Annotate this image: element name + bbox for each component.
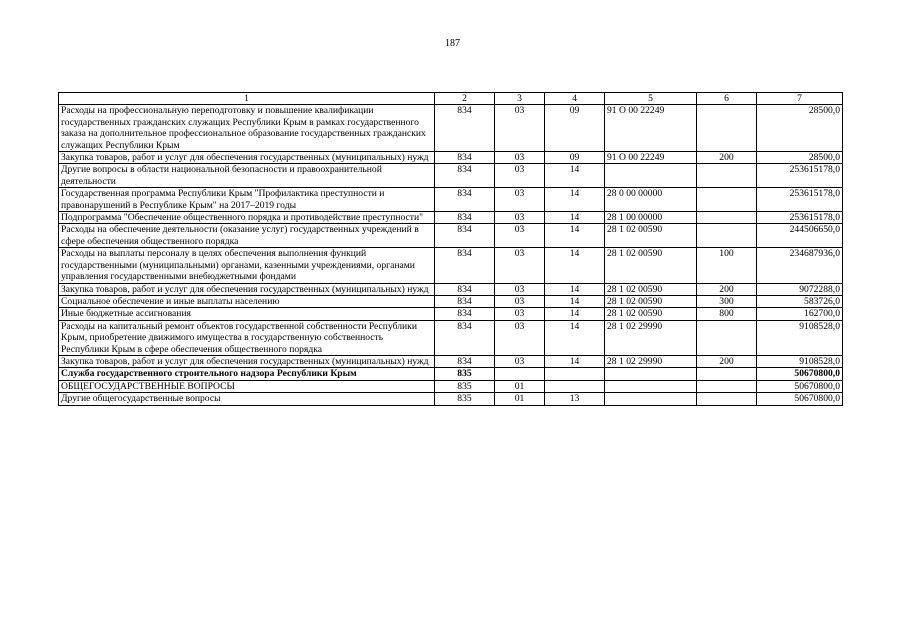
row-subsection-cell: 14 [545,283,605,295]
row-name-cell: ОБЩЕГОСУДАРСТВЕННЫЕ ВОПРОСЫ [59,380,435,392]
table-row [59,164,843,188]
row-expense-type-cell [697,105,757,152]
row-amount-cell: 253615178,0 [757,164,843,188]
row-amount-cell: 50670800,0 [757,393,843,405]
row-amount-cell: 50670800,0 [757,368,843,380]
row-target-code-cell: 91 О 00 22249 [605,152,697,164]
row-expense-type-cell [697,224,757,248]
row-name-cell: Другие вопросы в области национальной безопасности и правоохранительной деятельности [59,164,435,188]
row-section-cell: 03 [495,283,545,295]
row-section-cell: 03 [495,295,545,307]
column-header: 7 [757,93,843,105]
row-name-cell: Расходы на выплаты персоналу в целях обеспечения выполнения функций государственными (муниципальными) органами, казенными учреждениями, органами управления государственными внебюджетными фондами [59,248,435,283]
row-amount-cell: 9108528,0 [757,320,843,355]
row-name-cell: Расходы на капитальный ремонт объектов государственной собственности Республики Крым, приобретение движимого имущества в государственную собственность Республики Крым в сфере обеспечения общественного порядка [59,320,435,355]
row-target-code-cell: 28 1 02 00590 [605,283,697,295]
row-grbs-cell: 834 [435,152,495,164]
row-expense-type-cell [697,320,757,355]
row-name-cell: Государственная программа Республики Крым "Профилактика преступности и правонарушений в Республике Крым" на 2017–2019 годы [59,188,435,212]
row-grbs-cell: 834 [435,164,495,188]
row-grbs-cell: 834 [435,212,495,224]
row-target-code-cell [605,368,697,380]
row-target-code-cell: 28 1 02 00590 [605,308,697,320]
table-row [59,355,843,367]
row-name-cell: Расходы на обеспечение деятельности (оказание услуг) государственных учреждений в сфере обеспечения общественного порядка [59,224,435,248]
row-target-code-cell: 28 1 02 29990 [605,320,697,355]
row-expense-type-cell: 200 [697,152,757,164]
table-row [59,295,843,307]
row-subsection-cell: 14 [545,320,605,355]
row-subsection-cell: 14 [545,188,605,212]
row-name-cell: Служба государственного строительного надзора Республики Крым [59,368,435,380]
row-grbs-cell: 834 [435,355,495,367]
table-row [59,152,843,164]
row-section-cell: 03 [495,355,545,367]
page-number: 187 [445,38,460,49]
row-section-cell: 01 [495,393,545,405]
table-row [59,283,843,295]
row-expense-type-cell [697,212,757,224]
row-expense-type-cell: 200 [697,355,757,367]
row-name-cell: Другие общегосударственные вопросы [59,393,435,405]
row-subsection-cell: 14 [545,355,605,367]
row-expense-type-cell [697,368,757,380]
table-row [59,188,843,212]
table-row [59,320,843,355]
table-row [59,308,843,320]
row-subsection-cell: 13 [545,393,605,405]
table-row [59,224,843,248]
row-target-code-cell: 28 1 02 00590 [605,224,697,248]
row-section-cell: 03 [495,212,545,224]
row-subsection-cell: 09 [545,152,605,164]
row-name-cell: Подпрограмма "Обеспечение общественного порядка и противодействие преступности" [59,212,435,224]
row-subsection-cell [545,380,605,392]
row-target-code-cell: 28 1 02 00590 [605,295,697,307]
column-header: 2 [435,93,495,105]
row-expense-type-cell: 200 [697,283,757,295]
table-row [59,393,843,405]
row-name-cell: Закупка товаров, работ и услуг для обеспечения государственных (муниципальных) нужд [59,355,435,367]
row-expense-type-cell [697,164,757,188]
row-section-cell: 03 [495,320,545,355]
row-subsection-cell: 14 [545,224,605,248]
row-target-code-cell: 91 О 00 22249 [605,105,697,152]
row-subsection-cell [545,368,605,380]
row-expense-type-cell [697,393,757,405]
row-expense-type-cell: 100 [697,248,757,283]
row-grbs-cell: 835 [435,380,495,392]
table-row [59,380,843,392]
row-grbs-cell: 834 [435,105,495,152]
row-grbs-cell: 834 [435,224,495,248]
row-target-code-cell: 28 1 02 29990 [605,355,697,367]
row-grbs-cell: 835 [435,393,495,405]
row-subsection-cell: 14 [545,295,605,307]
table-row [59,105,843,152]
row-grbs-cell: 834 [435,188,495,212]
row-name-cell: Расходы на профессиональную переподготовку и повышение квалификации государственных гражданских служащих Республики Крым в рамках государственного заказа на дополнительное профессиональное образование государственных гражданских служащих Республики Крым [59,105,435,152]
row-section-cell: 03 [495,105,545,152]
row-amount-cell: 253615178,0 [757,212,843,224]
row-amount-cell: 583726,0 [757,295,843,307]
row-target-code-cell [605,164,697,188]
row-section-cell: 03 [495,152,545,164]
row-amount-cell: 28500,0 [757,152,843,164]
row-section-cell [495,368,545,380]
column-header: 4 [545,93,605,105]
table-body [59,105,843,405]
row-grbs-cell: 835 [435,368,495,380]
column-header: 6 [697,93,757,105]
row-section-cell: 01 [495,380,545,392]
row-subsection-cell: 14 [545,212,605,224]
row-subsection-cell: 09 [545,105,605,152]
row-section-cell: 03 [495,188,545,212]
budget-table [58,92,843,406]
table-row [59,368,843,380]
row-grbs-cell: 834 [435,320,495,355]
row-target-code-cell: 28 0 00 00000 [605,188,697,212]
row-amount-cell: 50670800,0 [757,380,843,392]
row-amount-cell: 234687936,0 [757,248,843,283]
row-section-cell: 03 [495,308,545,320]
table-row [59,212,843,224]
row-amount-cell: 9108528,0 [757,355,843,367]
row-name-cell: Иные бюджетные ассигнования [59,308,435,320]
row-target-code-cell: 28 1 02 00590 [605,248,697,283]
row-expense-type-cell: 300 [697,295,757,307]
row-name-cell: Закупка товаров, работ и услуг для обеспечения государственных (муниципальных) нужд [59,283,435,295]
row-subsection-cell: 14 [545,248,605,283]
row-expense-type-cell [697,380,757,392]
row-name-cell: Социальное обеспечение и иные выплаты населению [59,295,435,307]
row-grbs-cell: 834 [435,248,495,283]
row-target-code-cell [605,393,697,405]
row-amount-cell: 253615178,0 [757,188,843,212]
row-subsection-cell: 14 [545,308,605,320]
row-amount-cell: 28500,0 [757,105,843,152]
row-section-cell: 03 [495,164,545,188]
row-expense-type-cell [697,188,757,212]
row-amount-cell: 162700,0 [757,308,843,320]
row-grbs-cell: 834 [435,308,495,320]
column-header: 3 [495,93,545,105]
row-target-code-cell [605,380,697,392]
row-grbs-cell: 834 [435,295,495,307]
table-row [59,248,843,283]
row-target-code-cell: 28 1 00 00000 [605,212,697,224]
row-grbs-cell: 834 [435,283,495,295]
row-amount-cell: 244506650,0 [757,224,843,248]
row-subsection-cell: 14 [545,164,605,188]
row-section-cell: 03 [495,224,545,248]
row-name-cell: Закупка товаров, работ и услуг для обеспечения государственных (муниципальных) нужд [59,152,435,164]
row-expense-type-cell: 800 [697,308,757,320]
row-section-cell: 03 [495,248,545,283]
row-amount-cell: 9072288,0 [757,283,843,295]
column-header: 5 [605,93,697,105]
table-header-row [59,93,843,105]
column-header: 1 [59,93,435,105]
